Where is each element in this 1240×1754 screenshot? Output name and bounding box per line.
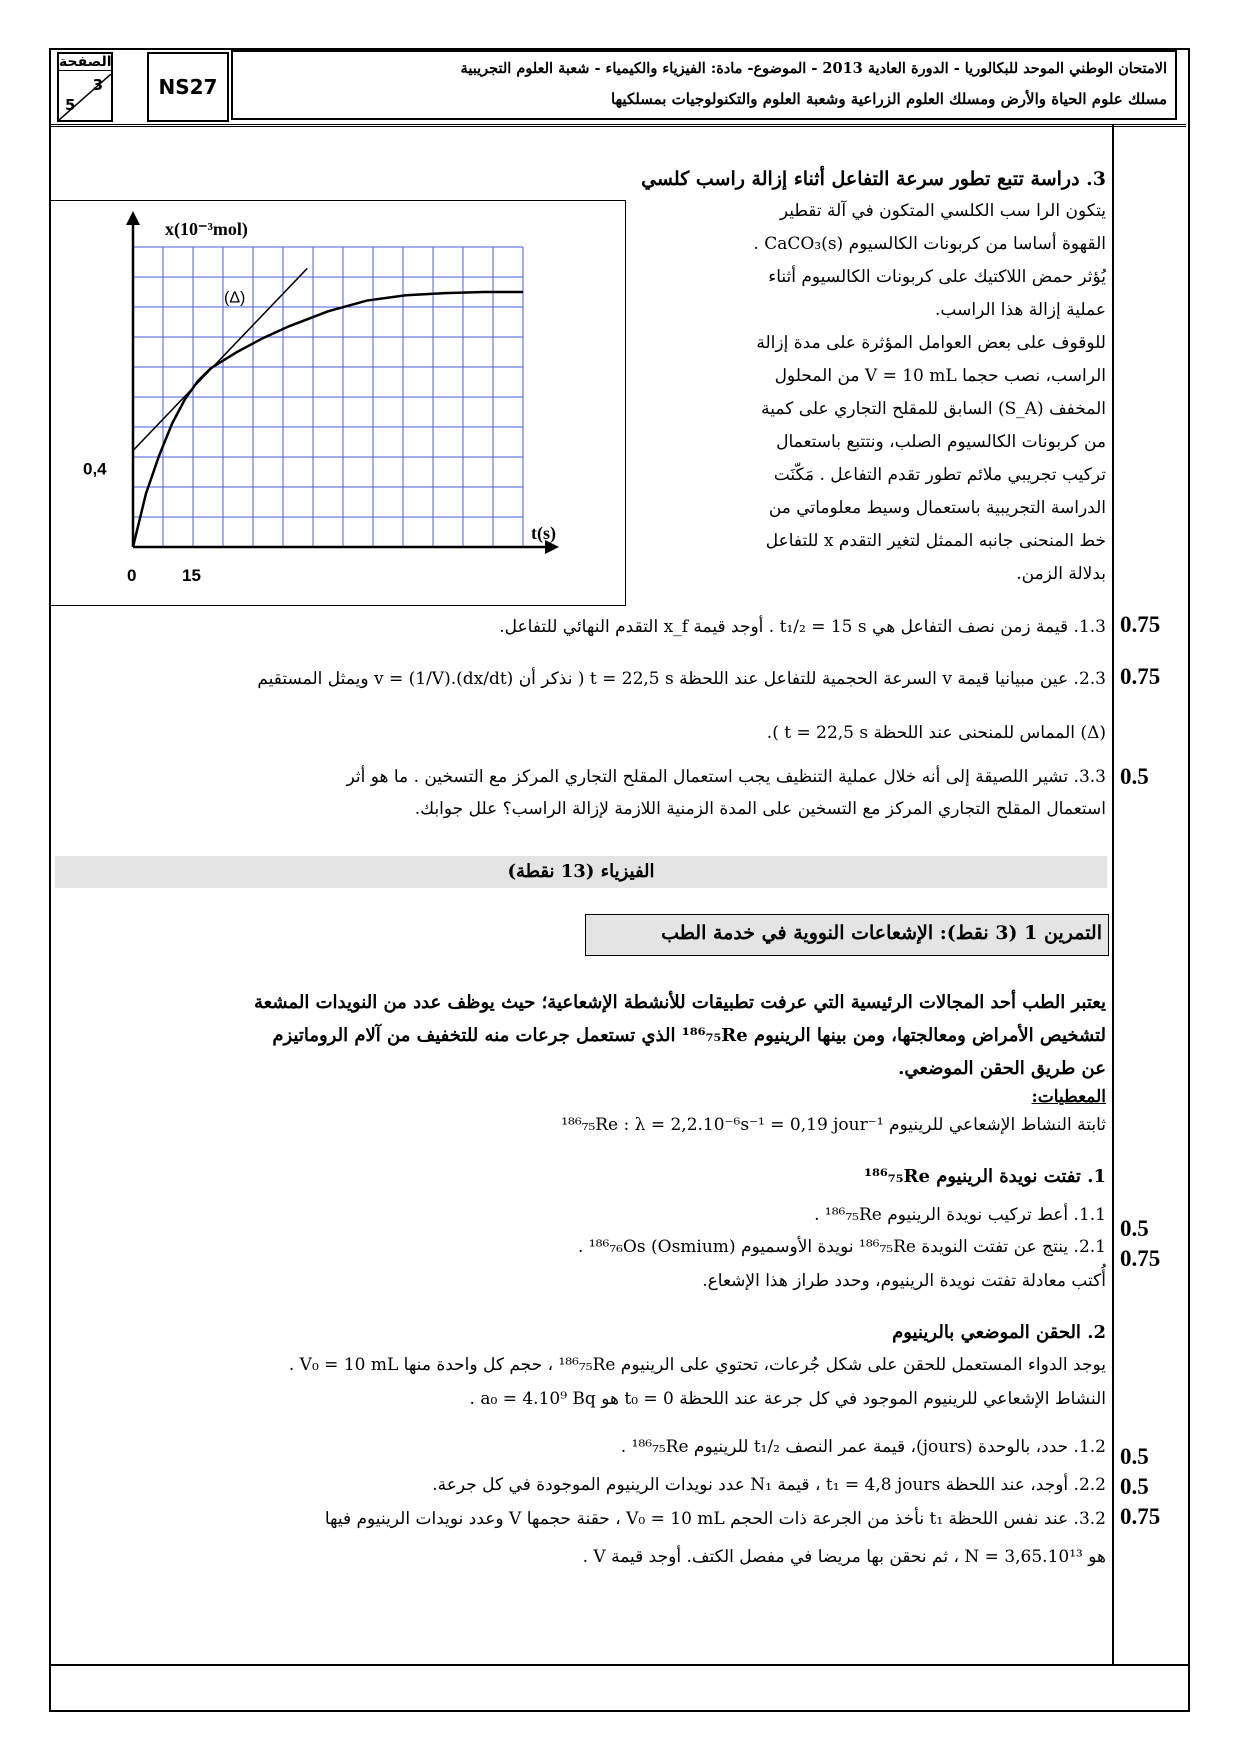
section3-line: يتكون الرا سب الكلسي المتكون في آلة تقطير: [779, 201, 1106, 221]
part-2-title: 2. الحقن الموضعي بالرينيوم: [892, 1322, 1106, 1343]
question-1-3: 1.3. قيمة زمن نصف التفاعل هي t₁/₂ = 15 s . أوجد قيمة x_f التقدم النهائي للتفاعل.: [499, 617, 1106, 637]
chart-svg: [51, 201, 625, 605]
section3-line: الدراسة التجريبية باستعمال وسيط معلوماتي من: [768, 498, 1106, 518]
tangent-line-delta: [133, 268, 307, 450]
exam-title: [231, 50, 1177, 120]
exam-title-line1: الامتحان الوطني الموحد للبكالوريا - الدورة العادية 2013 - الموضوع- مادة: الفيزياء والكيمياء - شعبة العلوم التجريبية: [460, 60, 1167, 77]
intro-line-1: يعتبر الطب أحد المجالات الرئيسية التي عرفت تطبيقات للأنشطة الإشعاعية؛ حيث يوظف عدد من النويدات المشعة: [254, 992, 1106, 1013]
y-axis-label: x(10⁻³mol): [165, 219, 248, 239]
x-tick-label: 15: [182, 566, 201, 585]
score-1-1: 0.5: [1120, 1216, 1149, 1241]
score-3-2: 0.75: [1120, 1504, 1161, 1529]
score-2-2: 0.5: [1120, 1474, 1149, 1499]
part-1-title: 1. تفتت نويدة الرينيوم ¹⁸⁶₇₅Re: [864, 1166, 1106, 1187]
exam-code: NS27: [147, 52, 229, 122]
exercise-1-title: التمرين 1 (3 نقط): الإشعاعات النووية في خدمة الطب: [661, 922, 1102, 944]
page-number-box: [57, 52, 113, 122]
section3-line: عملية إزالة هذا الراسب.: [935, 300, 1106, 320]
part-2-line-1: يوجد الدواء المستعمل للحقن على شكل جُرعات، تحتوي على الرينيوم ¹⁸⁶₇₅Re ، حجم كل واحدة منها V₀ = 10 mL .: [288, 1355, 1106, 1375]
advancement-graph: [50, 200, 626, 606]
question-2-3-cont: (Δ) المماس للمنحنى عند اللحظة t = 22,5 s ).: [766, 723, 1106, 743]
question-2-3: 2.3. عين مبيانيا قيمة v السرعة الحجمية للتفاعل عند اللحظة t = 22,5 s ( نذكر أن v = (1/V).(dx/dt) ويمثل المستقيم: [257, 669, 1106, 689]
section3-line: القهوة أساسا من كربونات الكالسيوم CaCO₃(s) .: [753, 234, 1106, 254]
x-tick-label: 0: [127, 566, 137, 585]
question-3-3: 3.3. تشير اللصيقة إلى أنه خلال عملية التنظيف يجب استعمال المقلح التجاري المركز مع التسخين . ما هو أثر: [346, 767, 1106, 787]
score-2-3: 0.75: [1120, 664, 1161, 689]
score-1-2: 0.5: [1120, 1444, 1149, 1469]
footer-line: [49, 1664, 1188, 1666]
page-number: 3: [92, 76, 103, 94]
section3-title: 3. دراسة تتبع تطور سرعة التفاعل أثناء إزالة راسب كلسي: [641, 168, 1106, 190]
exam-title-line2: مسلك علوم الحياة والأرض ومسلك العلوم الزراعية وشعبة العلوم والتكنولوجيات بمسلكيها: [610, 90, 1167, 108]
physics-title: الفيزياء (13 نقطة): [507, 861, 655, 882]
intro-line-2: لتشخيص الأمراض ومعالجتها، ومن بينها الرينيوم ¹⁸⁶₇₅Re الذي تستعمل جرعات منه للتخفيف من آلام الروماتيزم: [272, 1025, 1106, 1046]
question-3-3-cont: استعمال المقلح التجاري المركز مع التسخين على المدة الزمنية اللازمة لإزالة الراسب؟ علل جوابك.: [414, 799, 1106, 819]
section3-line: من كربونات الكالسيوم الصلب، ونتتبع باستعمال: [776, 432, 1106, 452]
y-axis-arrow-icon: [126, 211, 140, 225]
x-axis-label: t(s): [531, 523, 556, 543]
question-3-2-cont: هو N = 3,65.10¹³ ، ثم نحقن بها مريضا في مفصل الكتف. أوجد قيمة V .: [582, 1547, 1106, 1567]
score-column-divider: [1112, 124, 1114, 1664]
score-3-3: 0.5: [1120, 764, 1149, 789]
score-1-3: 0.75: [1120, 612, 1161, 637]
section3-line: بدلالة الزمن.: [1016, 564, 1106, 584]
section3-line: يُؤثر حمض اللاكتيك على كربونات الكالسيوم أثناء: [768, 267, 1106, 287]
score-2-1: 0.75: [1120, 1246, 1161, 1271]
question-2-2: 2.2. أوجد، عند اللحظة t₁ = 4,8 jours ، قيمة N₁ عدد نويدات الرينيوم الموجودة في كل جرعة.: [432, 1475, 1106, 1495]
question-1-2: 1.2. حدد، بالوحدة (jours)، قيمة عمر النصف t₁/₂ للرينيوم ¹⁸⁶₇₅Re .: [620, 1437, 1106, 1457]
section3-line: الراسب، نصب حجما V = 10 mL من المحلول: [774, 366, 1106, 386]
section3-line: تركيب تجريبي ملائم تطور تقدم التفاعل . مَكّنَت: [773, 465, 1106, 485]
exam-header: [49, 48, 1186, 127]
data-label: المعطيات:: [1031, 1087, 1106, 1107]
part-2-line-2: النشاط الإشعاعي للرينيوم الموجود في كل جرعة عند اللحظة t₀ = 0 هو a₀ = 4.10⁹ Bq .: [469, 1389, 1106, 1409]
intro-line-3: عن طريق الحقن الموضعي.: [898, 1058, 1106, 1079]
delta-label: (Δ): [224, 289, 246, 307]
question-2-1-cont: أُكتب معادلة تفتت نويدة الرينيوم، وحدد طراز هذا الإشعاع.: [702, 1271, 1106, 1291]
y-tick-label: 0,4: [83, 459, 107, 479]
question-1-1: 1.1. أعط تركيب نويدة الرينيوم ¹⁸⁶₇₅Re .: [814, 1205, 1106, 1225]
decay-constant: ثابتة النشاط الإشعاعي للرينيوم ¹⁸⁶₇₅Re : λ = 2,2.10⁻⁶s⁻¹ = 0,19 jour⁻¹: [561, 1115, 1106, 1135]
section3-line: المخفف (S_A) السابق للمقلح التجاري على كمية: [761, 399, 1106, 419]
question-2-1: 2.1. ينتج عن تفتت النويدة ¹⁸⁶₇₅Re نويدة الأوسميوم (Osmium) ¹⁸⁶₇₆Os .: [578, 1237, 1106, 1257]
page-label: الصفحة: [59, 54, 112, 70]
section3-line: خط المنحنى جانبه الممثل لتغير التقدم x للتفاعل: [765, 531, 1106, 551]
curve-x-of-t: [133, 289, 523, 547]
section3-line: للوقوف على بعض العوامل المؤثرة على مدة إزالة: [756, 333, 1106, 353]
question-3-2: 3.2. عند نفس اللحظة t₁ نأخذ من الجرعة ذات الحجم V₀ = 10 mL ، حقنة حجمها V وعدد نويدات الرينيوم فيها: [324, 1509, 1106, 1529]
page-total: 5: [65, 96, 76, 114]
